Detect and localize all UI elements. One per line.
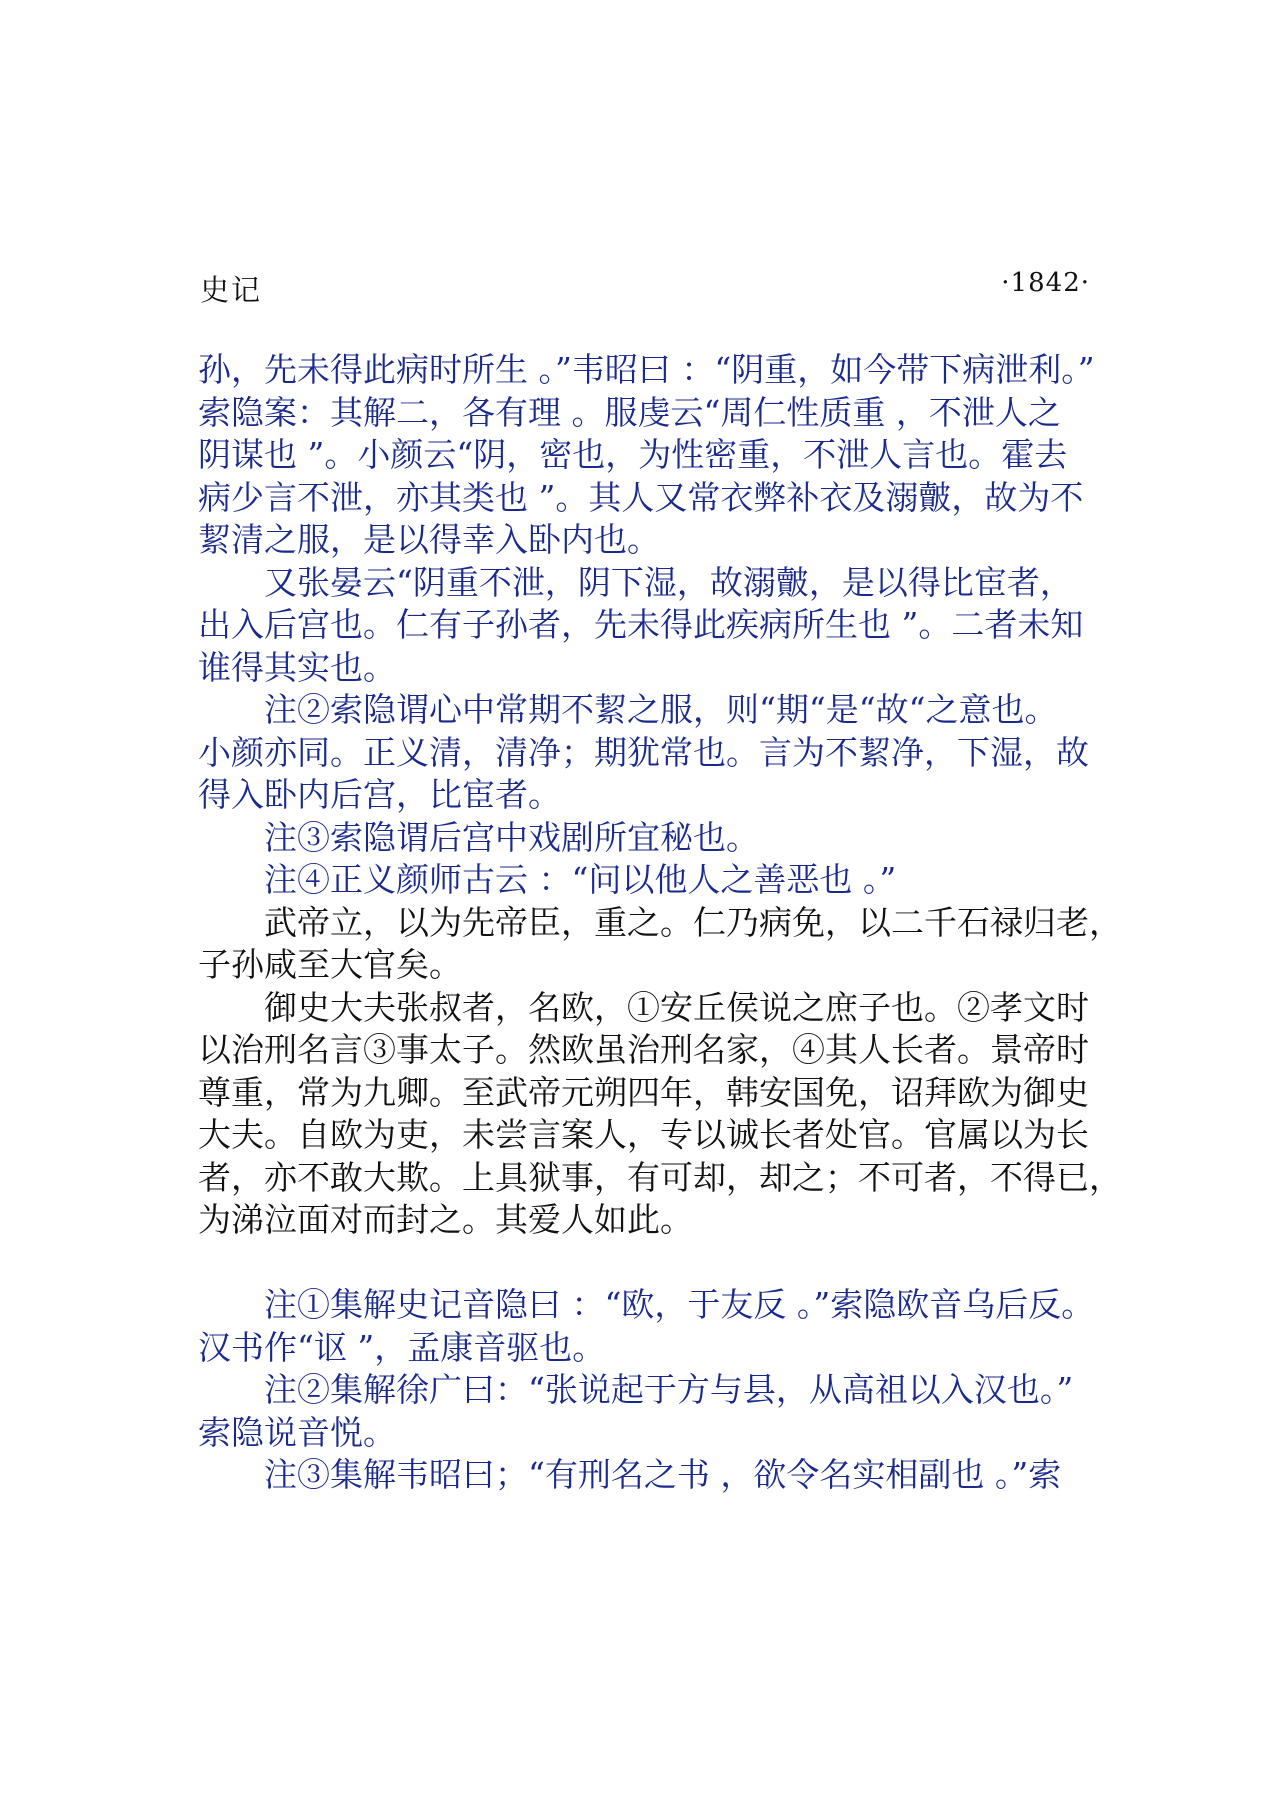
book-title: 史记 [200, 273, 263, 307]
text-line: 出入后宫也。仁有子孙者，先未得此疾病所生也 ”。二者未知 [198, 605, 1084, 644]
text-line: 汉书作“讴 ”，孟康音驱也。 [198, 1327, 606, 1367]
text-line: 尊重，常为九卿。至武帝元朔四年，韩安国免，诏拜欧为御史 [198, 1072, 1089, 1112]
text-line: 御史大夫张叔者，名欧，①安丘侯说之庶子也。②孝文时 [264, 987, 1089, 1027]
text-line: 为涕泣面对而封之。其爱人如此。 [198, 1200, 693, 1239]
text-line: 絜清之服，是以得幸入卧内也。 [198, 520, 660, 559]
page-number: ·1842· [1001, 268, 1090, 298]
text-line: 注③集解韦昭曰；“有刑名之书 ，欲令名实相副也 。”索 [264, 1455, 1062, 1494]
text-line: 子孙咸至大官矣。 [198, 945, 462, 984]
text-line: 小颜亦同。正义清，清净；期犹常也。言为不絜净，下湿，故 [198, 732, 1089, 772]
text-line: 索隐说音悦。 [198, 1412, 396, 1452]
text-line: 大夫。自欧为吏，未尝言案人，专以诚长者处官。官属以为长 [198, 1115, 1089, 1154]
text-line: 得入卧内后宫，比宦者。 [198, 775, 561, 814]
text-line: 阴谋也 ”。小颜云“阴，密也，为性密重，不泄人言也。霍去 [198, 435, 1068, 474]
text-line: 注③索隐谓后宫中戏剧所宜秘也。 [264, 817, 759, 857]
text-line: 注④正义颜师古云 ：“问以他人之善恶也 。” [264, 860, 897, 899]
paragraph-gap [198, 1242, 1098, 1285]
text-line: 注②索隐谓心中常期不絜之服，则“期“是“故“之意也。 [264, 690, 1058, 729]
page-body [198, 349, 1122, 1497]
text-line: 者，亦不敢大欺。上具狱事，有可却，却之；不可者，不得已， [198, 1157, 1122, 1197]
text-line: 又张晏云“阴重不泄，阴下湿，故溺皾，是以得比宦者， [264, 562, 1073, 602]
text-line: 病少言不泄，亦其类也 ”。其人又常衣弊补衣及溺皾，故为不 [198, 477, 1084, 517]
text-line: 谁得其实也。 [198, 647, 396, 687]
text-line: 注①集解史记音隐曰 ：“欧，于友反 。”索隐欧音乌后反。 [264, 1285, 1095, 1324]
text-line: 以治刑名言③事太子。然欧虽治刑名家，④其人长者。景帝时 [198, 1030, 1089, 1069]
page-header [200, 268, 1090, 308]
text-line: 注②集解徐广曰：“张说起于方与县，从高祖以入汉也。” [264, 1370, 1074, 1409]
text-line: 孙，先未得此病时所生 。”韦昭曰 ：“阴重，如今带下病泄利。” [198, 350, 1095, 389]
text-line: 武帝立，以为先帝臣，重之。仁乃病免，以二千石禄归老， [264, 902, 1122, 942]
text-line: 索隐案：其解二，各有理 。服虔云“周仁性质重 ，不泄人之 [198, 392, 1061, 432]
